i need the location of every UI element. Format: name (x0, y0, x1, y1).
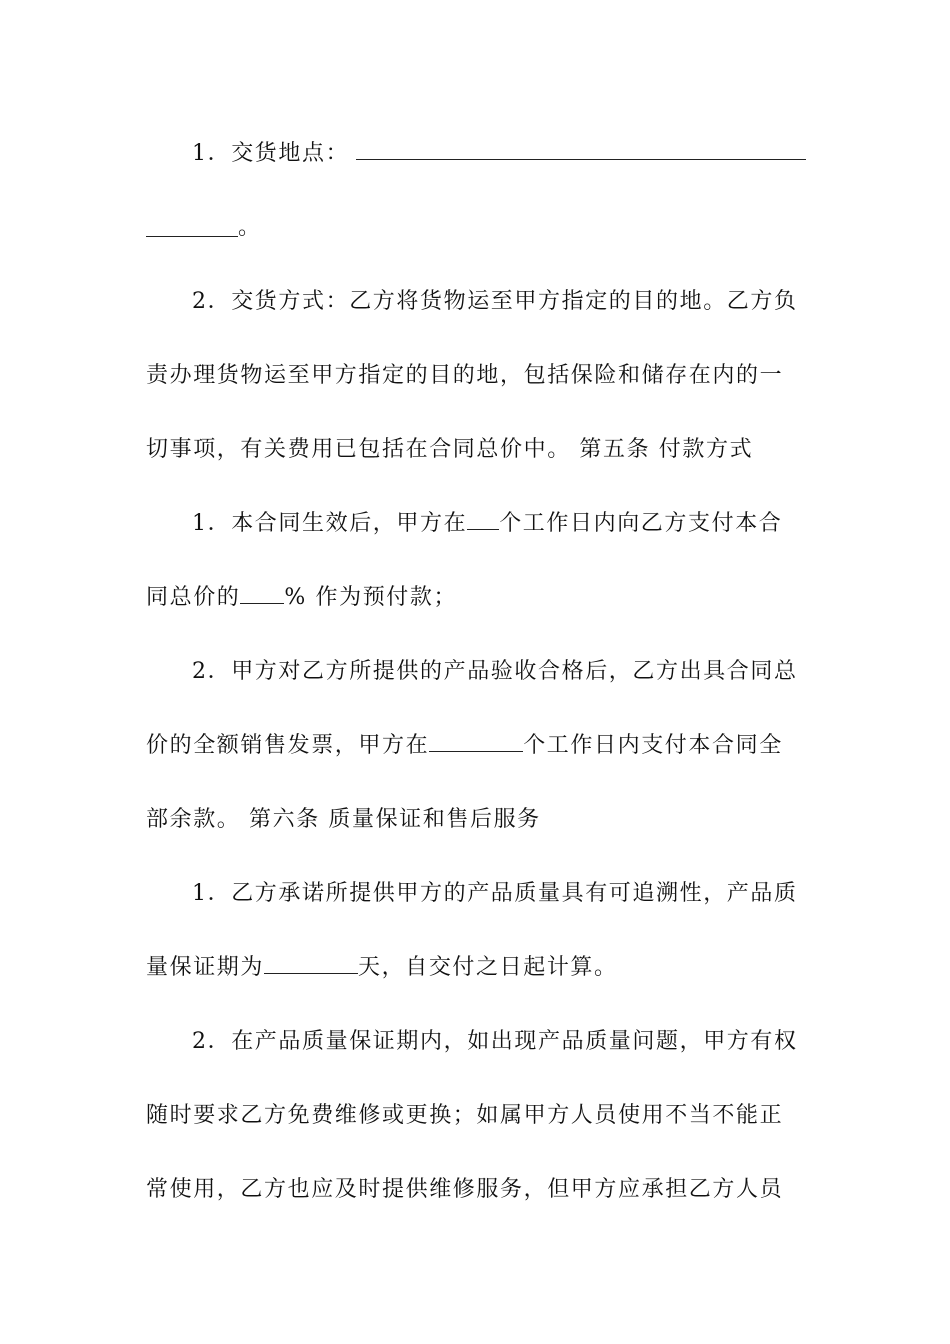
text-span: 量保证期为 (146, 955, 265, 980)
text-span: 个工作日内向乙方支付本合 (499, 511, 783, 536)
fill-blank-delivery-location-2 (146, 236, 238, 237)
text-span: 1．交货地点： (192, 141, 350, 166)
paragraph-line: 随时要求乙方免费维修或更换；如属甲方人员使用不当不能正 (146, 1103, 784, 1128)
text-span: 个工作日内支付本合同全 (523, 733, 783, 758)
clause-balance-payment: 2．甲方对乙方所提供的产品验收合格后，乙方出具合同总 (192, 659, 798, 684)
text-span: 天，自交付之日起计算。 (358, 955, 618, 980)
fill-blank-percent (240, 583, 284, 604)
text-span: 。 (238, 215, 262, 240)
paragraph-line: 责办理货物运至甲方指定的目的地，包括保险和储存在内的一 (146, 363, 784, 388)
text-span: 同总价的 (146, 585, 241, 610)
clause-delivery-method: 2．交货方式：乙方将货物运至甲方指定的目的地。乙方负 (192, 289, 798, 314)
clause-delivery-location-cont (146, 213, 806, 243)
fill-blank-delivery-location (356, 159, 806, 160)
paragraph-line: 部余款。 第六条 质量保证和售后服务 (146, 807, 541, 832)
clause-delivery-location (192, 139, 806, 169)
fill-blank-warranty-days (264, 953, 358, 974)
text-span: % 作为预付款； (284, 585, 458, 610)
fill-blank-workdays (467, 509, 499, 530)
paragraph-line: 常使用，乙方也应及时提供维修服务，但甲方应承担乙方人员 (146, 1177, 784, 1202)
clause-prepayment (192, 509, 806, 539)
text-span: 1．本合同生效后，甲方在 (192, 511, 468, 536)
clause-quality-traceability: 1．乙方承诺所提供甲方的产品质量具有可追溯性，产品质 (192, 881, 798, 906)
text-span: 价的全额销售发票，甲方在 (146, 733, 430, 758)
paragraph-line (146, 583, 806, 613)
clause-warranty-service: 2．在产品质量保证期内，如出现产品质量问题，甲方有权 (192, 1029, 798, 1054)
paragraph-line (146, 953, 806, 983)
paragraph-line (146, 731, 806, 761)
fill-blank-workdays-balance (429, 731, 523, 752)
paragraph-line: 切事项，有关费用已包括在合同总价中。 第五条 付款方式 (146, 437, 754, 462)
